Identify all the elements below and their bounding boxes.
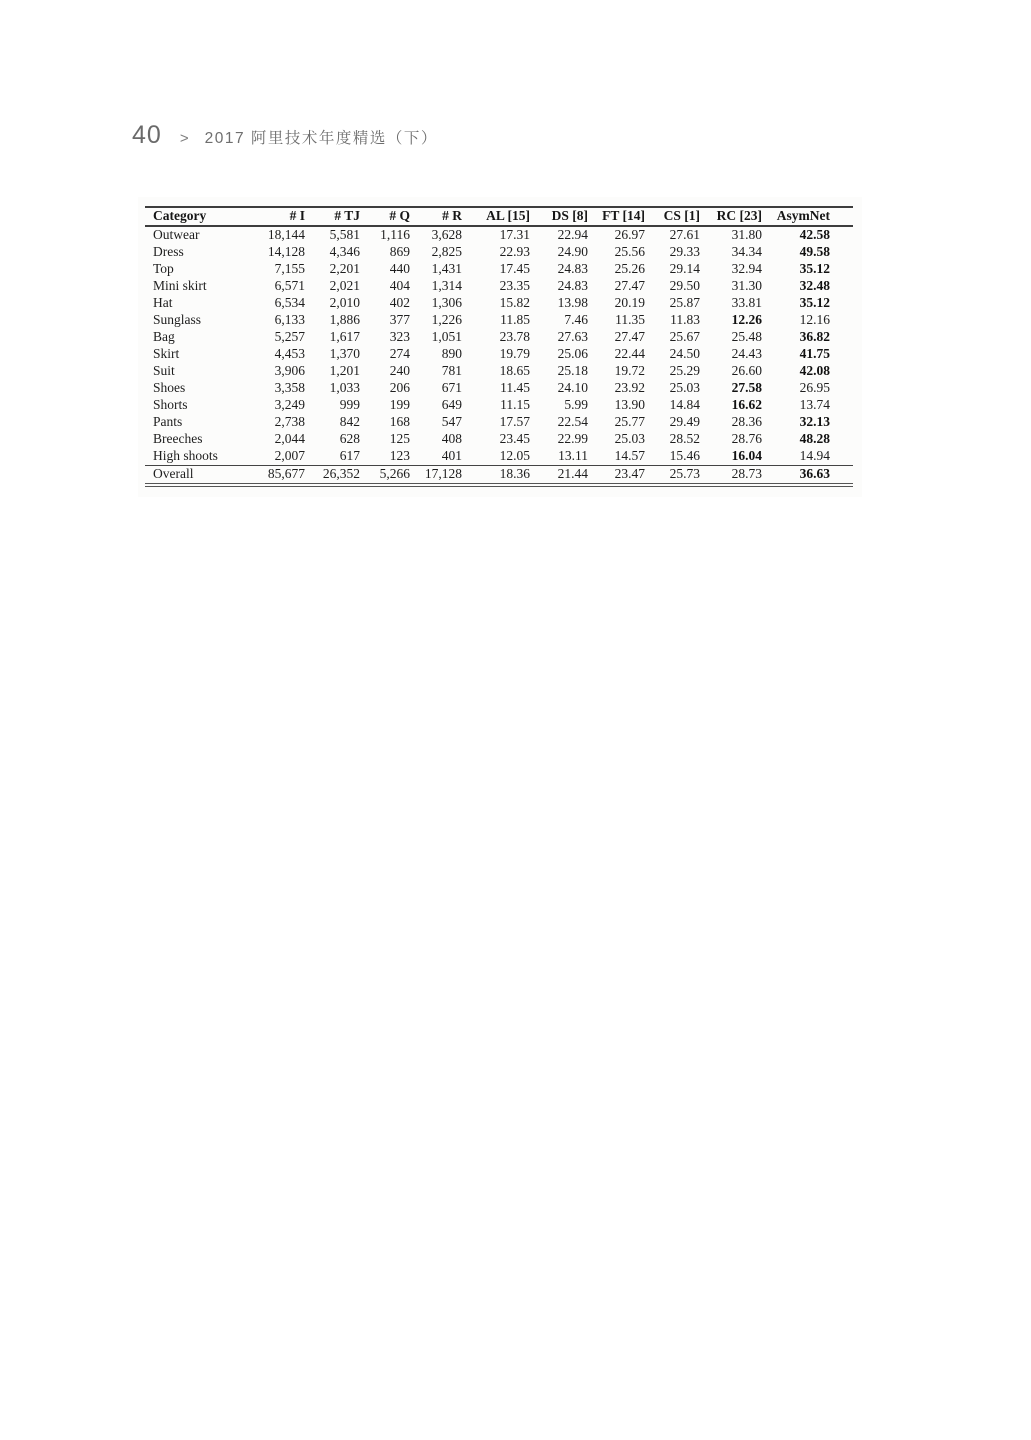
value-cell: 24.50 [669,346,700,361]
value-cell: 27.61 [669,227,700,242]
value-cell: 11.15 [500,397,530,412]
value-cell: 1,370 [329,346,360,361]
value-cell: 36.63 [799,466,830,481]
value-cell: 2,010 [329,295,360,310]
value-cell: 31.30 [731,278,762,293]
value-cell: 1,886 [329,312,360,327]
table-header-row [145,207,853,226]
table-row [145,312,853,329]
table-row [145,380,853,397]
value-cell: 15.82 [499,295,530,310]
category-cell: Dress [153,244,184,259]
category-cell: High shoots [153,448,218,463]
value-cell: 1,033 [329,380,360,395]
value-cell: 25.87 [669,295,700,310]
value-cell: 85,677 [267,466,305,481]
value-cell: 13.11 [558,448,588,463]
value-cell: 25.73 [669,466,700,481]
value-cell: 2,738 [274,414,305,429]
value-cell: 11.85 [500,312,530,327]
value-cell: 25.48 [731,329,762,344]
category-cell: Skirt [153,346,180,361]
value-cell: 6,133 [274,312,305,327]
value-cell: 15.46 [669,448,700,463]
table-row [145,414,853,431]
value-cell: 842 [339,414,360,429]
value-cell: 26.97 [614,227,645,242]
value-cell: 7.46 [564,312,588,327]
category-cell: Bag [153,329,175,344]
value-cell: 32.48 [799,278,830,293]
value-cell: 29.33 [669,244,700,259]
value-cell: 6,534 [274,295,305,310]
value-cell: 24.83 [557,261,588,276]
value-cell: 16.04 [731,448,762,463]
value-cell: 41.75 [799,346,830,361]
value-cell: 649 [441,397,462,412]
value-cell: 26.60 [731,363,762,378]
value-cell: 22.93 [499,244,530,259]
value-cell: 16.62 [731,397,762,412]
value-cell: 617 [339,448,360,463]
table-row [145,448,853,466]
page-title: 2017 阿里技术年度精选（下） [204,130,438,147]
column-header: FT [14] [602,208,645,223]
value-cell: 440 [389,261,410,276]
value-cell: 168 [389,414,410,429]
value-cell: 25.06 [557,346,588,361]
value-cell: 18.36 [499,466,530,481]
value-cell: 1,314 [431,278,462,293]
table-header [145,207,853,226]
value-cell: 25.03 [614,431,645,446]
category-cell: Shorts [153,397,188,412]
value-cell: 31.80 [731,227,762,242]
table-row [145,397,853,414]
value-cell: 28.52 [669,431,700,446]
value-cell: 35.12 [799,295,830,310]
value-cell: 869 [389,244,410,259]
table-row [145,244,853,261]
value-cell: 377 [389,312,410,327]
value-cell: 547 [441,414,462,429]
value-cell: 1,201 [329,363,360,378]
overall-row [145,466,853,486]
value-cell: 199 [389,397,410,412]
category-cell: Breeches [153,431,203,446]
value-cell: 4,453 [274,346,305,361]
table-row [145,295,853,312]
value-cell: 28.76 [731,431,762,446]
table-row [145,226,853,244]
results-table [145,206,853,487]
value-cell: 5,257 [274,329,305,344]
value-cell: 36.82 [799,329,830,344]
column-header: AL [15] [486,208,530,223]
value-cell: 27.58 [731,380,762,395]
value-cell: 11.35 [615,312,645,327]
value-cell: 402 [389,295,410,310]
value-cell: 123 [389,448,410,463]
value-cell: 25.56 [614,244,645,259]
value-cell: 24.43 [731,346,762,361]
value-cell: 14,128 [267,244,305,259]
value-cell: 27.63 [557,329,588,344]
value-cell: 6,571 [274,278,305,293]
value-cell: 25.67 [669,329,700,344]
value-cell: 14.84 [669,397,700,412]
value-cell: 2,825 [431,244,462,259]
value-cell: 13.98 [557,295,588,310]
value-cell: 11.83 [670,312,700,327]
value-cell: 29.50 [669,278,700,293]
category-cell: Mini skirt [153,278,207,293]
category-cell: Top [153,261,174,276]
value-cell: 1,617 [329,329,360,344]
value-cell: 25.29 [669,363,700,378]
value-cell: 19.79 [499,346,530,361]
value-cell: 274 [389,346,410,361]
category-cell: Sunglass [153,312,202,327]
value-cell: 13.74 [799,397,830,412]
value-cell: 12.05 [499,448,530,463]
value-cell: 3,906 [274,363,305,378]
category-cell: Suit [153,363,175,378]
value-cell: 24.83 [557,278,588,293]
value-cell: 2,021 [329,278,360,293]
value-cell: 28.73 [731,466,762,481]
value-cell: 25.18 [557,363,588,378]
value-cell: 23.78 [499,329,530,344]
column-header: DS [8] [551,208,588,223]
value-cell: 404 [389,278,410,293]
category-cell: Hat [153,295,173,310]
value-cell: 23.92 [614,380,645,395]
value-cell: 781 [441,363,462,378]
value-cell: 12.26 [731,312,762,327]
value-cell: 2,044 [274,431,305,446]
value-cell: 2,201 [329,261,360,276]
breadcrumb-separator: > [179,130,189,147]
value-cell: 3,358 [274,380,305,395]
value-cell: 14.94 [799,448,830,463]
column-header: # Q [389,208,410,223]
value-cell: 5,266 [379,466,410,481]
table-row [145,346,853,363]
value-cell: 29.14 [669,261,700,276]
category-cell: Pants [153,414,183,429]
column-header: # I [289,208,305,223]
value-cell: 22.44 [614,346,645,361]
value-cell: 206 [389,380,410,395]
value-cell: 27.47 [614,329,645,344]
value-cell: 12.16 [799,312,830,327]
value-cell: 20.19 [614,295,645,310]
value-cell: 49.58 [799,244,830,259]
column-header: # TJ [334,208,360,223]
value-cell: 23.45 [499,431,530,446]
table-row [145,329,853,346]
value-cell: 22.99 [557,431,588,446]
value-cell: 999 [339,397,360,412]
value-cell: 23.47 [614,466,645,481]
value-cell: 125 [389,431,410,446]
value-cell: 17.57 [499,414,530,429]
value-cell: 1,116 [380,227,410,242]
value-cell: 25.77 [614,414,645,429]
value-cell: 17.45 [499,261,530,276]
value-cell: 5,581 [329,227,360,242]
value-cell: 14.57 [614,448,645,463]
value-cell: 22.54 [557,414,588,429]
value-cell: 671 [441,380,462,395]
page-header [132,121,438,150]
category-cell: Overall [153,466,194,481]
value-cell: 628 [339,431,360,446]
column-header: # R [442,208,462,223]
value-cell: 21.44 [557,466,588,481]
value-cell: 3,628 [431,227,462,242]
value-cell: 23.35 [499,278,530,293]
value-cell: 11.45 [500,380,530,395]
value-cell: 42.58 [799,227,830,242]
table-row [145,431,853,448]
value-cell: 18,144 [267,227,305,242]
value-cell: 35.12 [799,261,830,276]
value-cell: 32.13 [799,414,830,429]
value-cell: 25.26 [614,261,645,276]
value-cell: 24.90 [557,244,588,259]
value-cell: 42.08 [799,363,830,378]
value-cell: 323 [389,329,410,344]
value-cell: 17.31 [499,227,530,242]
value-cell: 4,346 [329,244,360,259]
value-cell: 3,249 [274,397,305,412]
value-cell: 1,306 [431,295,462,310]
value-cell: 19.72 [614,363,645,378]
column-header: AsymNet [776,208,830,223]
table-row [145,261,853,278]
value-cell: 28.36 [731,414,762,429]
category-cell: Shoes [153,380,186,395]
column-header: CS [1] [663,208,700,223]
column-header: RC [23] [716,208,762,223]
table-row [145,278,853,295]
value-cell: 26,352 [322,466,360,481]
value-cell: 24.10 [557,380,588,395]
value-cell: 401 [441,448,462,463]
value-cell: 48.28 [799,431,830,446]
value-cell: 240 [389,363,410,378]
value-cell: 13.90 [614,397,645,412]
value-cell: 1,431 [431,261,462,276]
value-cell: 29.49 [669,414,700,429]
value-cell: 1,051 [431,329,462,344]
value-cell: 27.47 [614,278,645,293]
column-header: Category [153,208,207,223]
value-cell: 7,155 [274,261,305,276]
value-cell: 22.94 [557,227,588,242]
page-number: 40 [132,121,162,149]
table-row [145,363,853,380]
value-cell: 2,007 [274,448,305,463]
value-cell: 890 [441,346,462,361]
value-cell: 1,226 [431,312,462,327]
value-cell: 32.94 [731,261,762,276]
value-cell: 33.81 [731,295,762,310]
category-cell: Outwear [153,227,200,242]
value-cell: 25.03 [669,380,700,395]
value-cell: 408 [441,431,462,446]
value-cell: 26.95 [799,380,830,395]
value-cell: 34.34 [731,244,762,259]
value-cell: 5.99 [564,397,588,412]
value-cell: 17,128 [424,466,462,481]
value-cell: 18.65 [499,363,530,378]
